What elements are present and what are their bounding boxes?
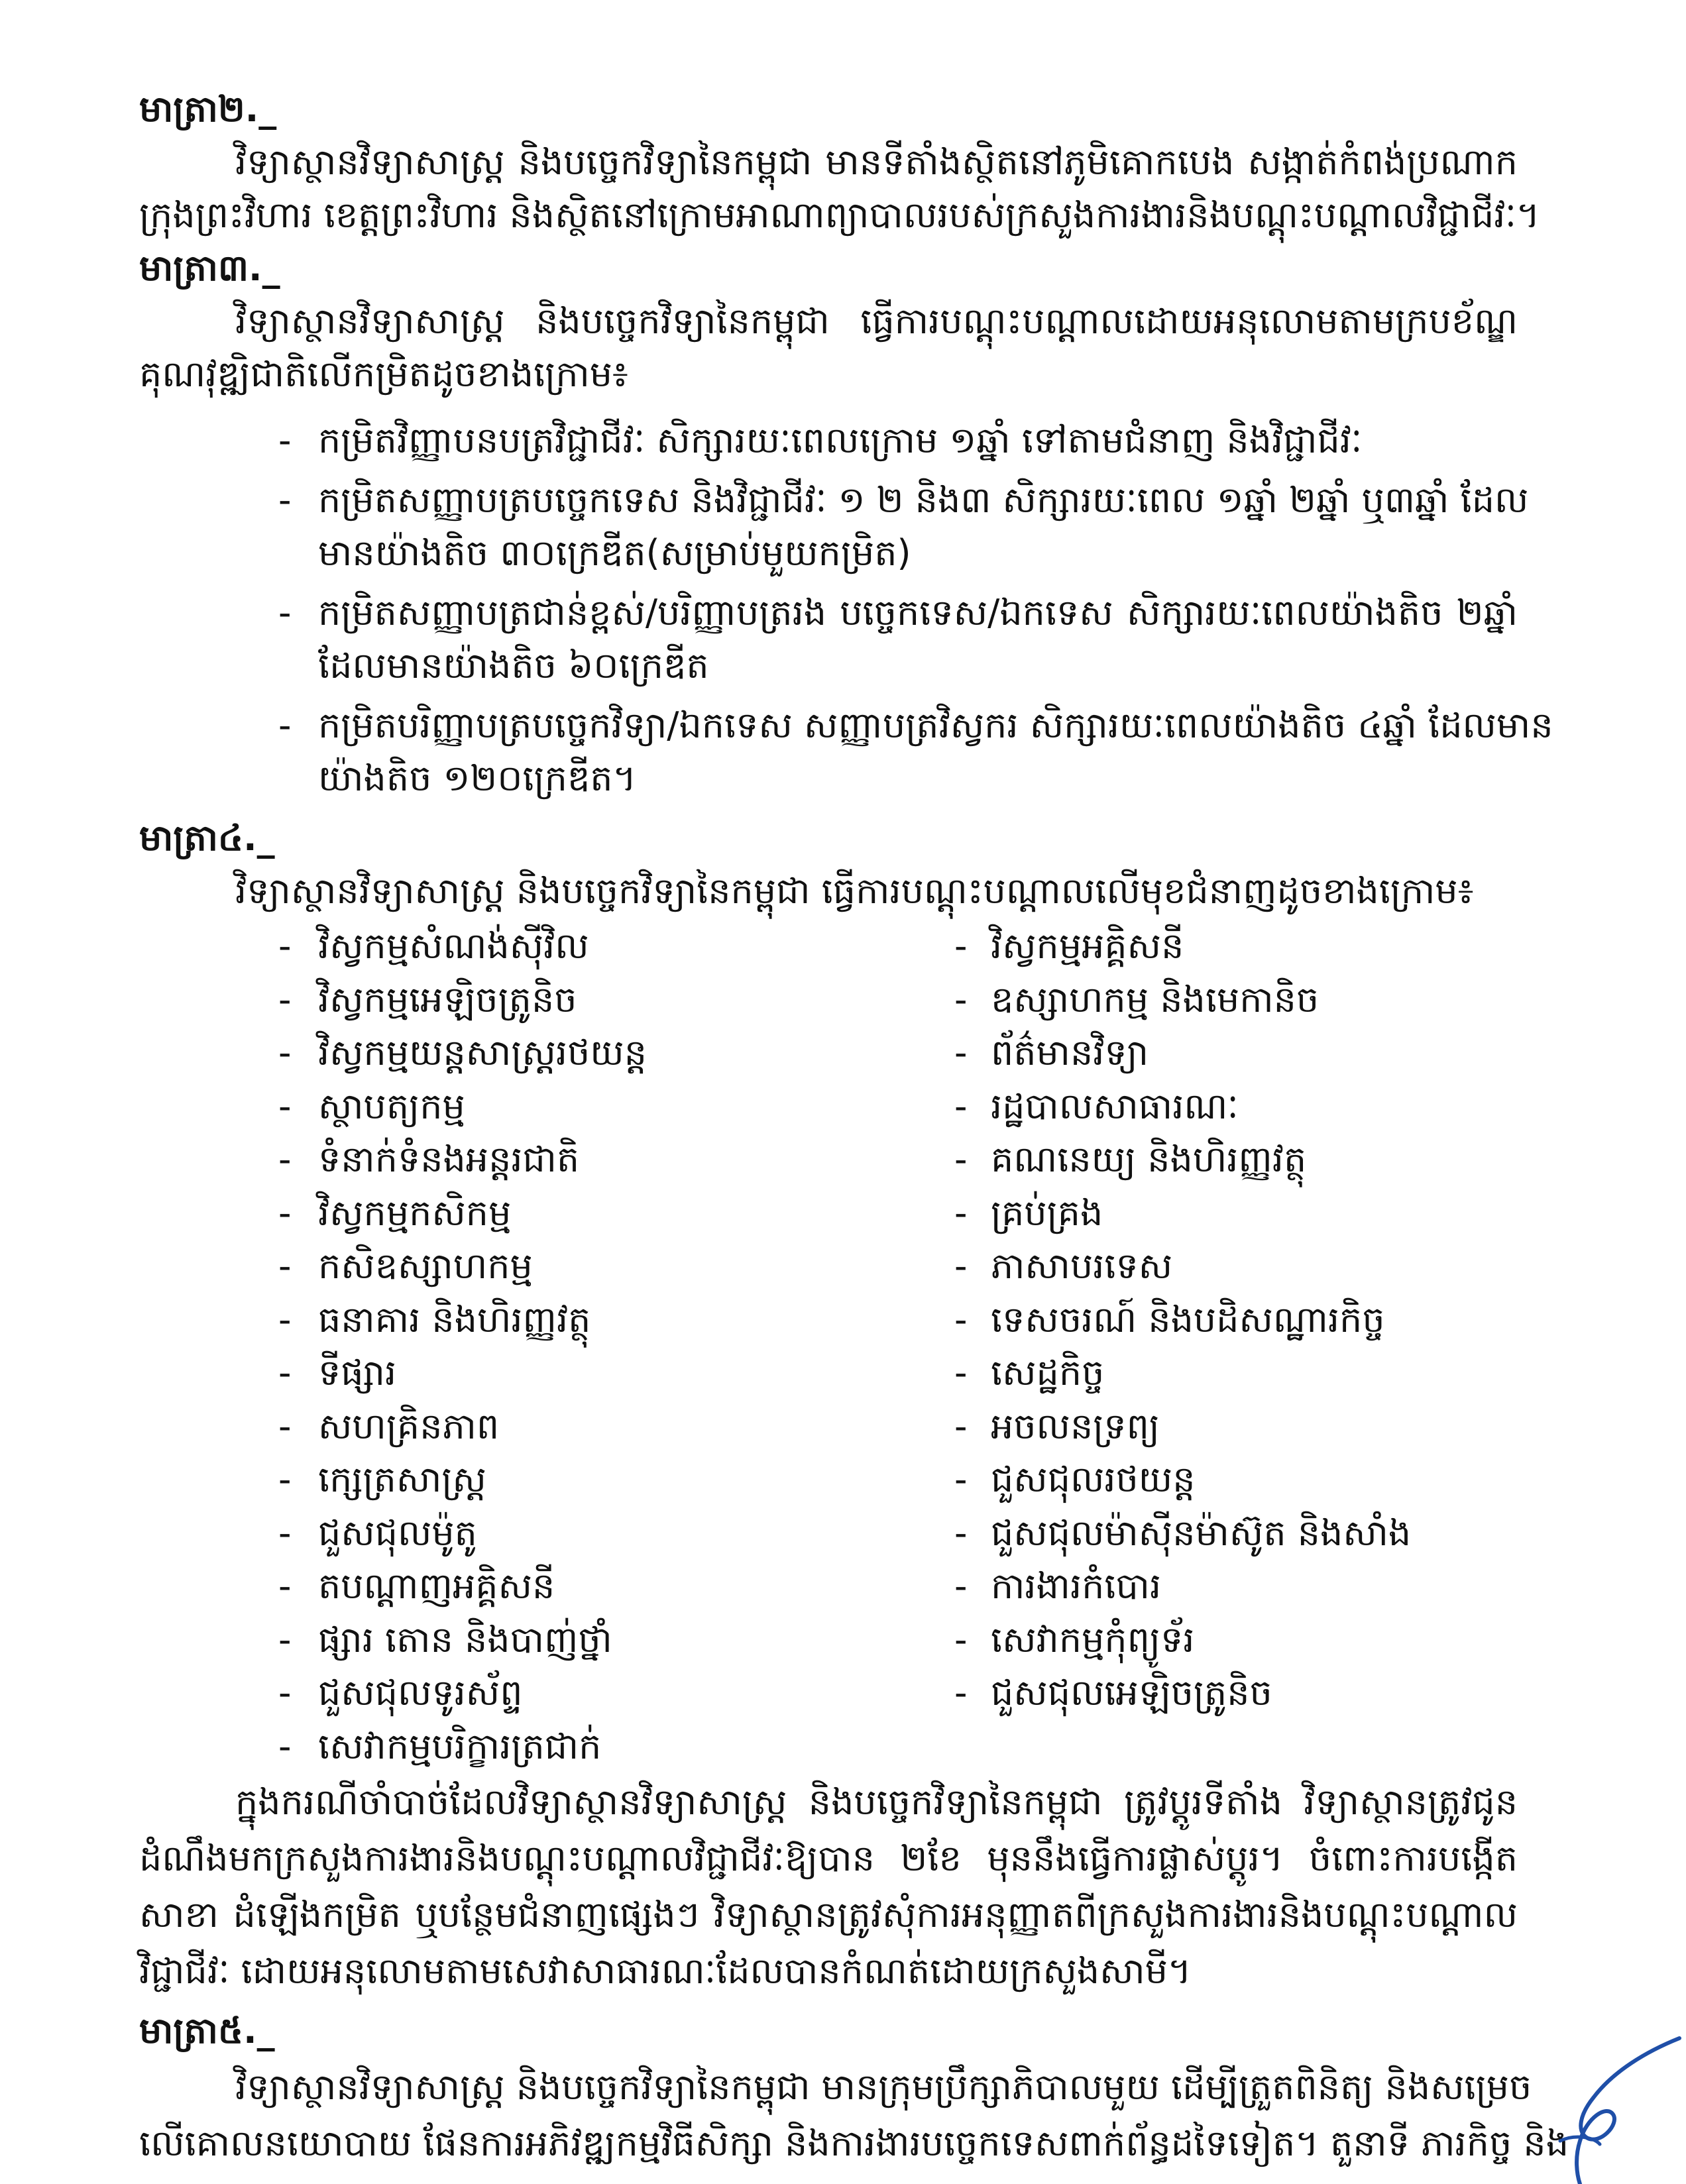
- bullet-dash: -: [278, 1618, 292, 1661]
- bullet-dash: -: [278, 1191, 292, 1234]
- article-4-heading: មាត្រា៤._: [139, 817, 275, 859]
- article-4-paragraph-line-3: សាខា ដំឡើងកម្រិត ឬបន្ថែមជំនាញផ្សេងៗ វិទ្យាស្ថានត្រូវសុំការអនុញ្ញាតពីក្រសួងការងារនិងបណ្តុះបណ្តាល: [139, 1894, 1518, 1936]
- skill-left-8: ធនាគារ និងហិរញ្ញវត្ថុ: [318, 1298, 591, 1340]
- bullet-dash: -: [278, 978, 292, 1020]
- skill-right-7: ភាសាបរទេស: [991, 1245, 1173, 1287]
- skill-left-14: ផ្សារ តោន និងបាញ់ថ្នាំ: [318, 1618, 612, 1661]
- skill-left-9: ទីផ្សារ: [318, 1352, 397, 1393]
- bullet-dash: -: [954, 925, 968, 967]
- bullet-dash: -: [278, 592, 292, 633]
- article-4-intro: វិទ្យាស្ថានវិទ្យាសាស្ត្រ និងបច្ចេកវិទ្យានៃកម្ពុជា ធ្វើការបណ្តុះបណ្តាលលើមុខជំនាញដូចខាងក្រោម៖: [235, 870, 1474, 912]
- article-5-line-2: លើគោលនយោបាយ ផែនការអភិវឌ្ឍកម្មវិធីសិក្សា និងការងារបច្ចេកទេសពាក់ព័ន្ធដទៃទៀត។ តួនាទី ភារកិច្ច និង: [139, 2122, 1569, 2164]
- bullet-dash: -: [954, 1672, 968, 1714]
- skill-right-11: ជួសជុលរថយន្ត: [991, 1458, 1196, 1500]
- bullet-dash: -: [954, 1191, 968, 1234]
- article-3-line-2: គុណវុឌ្ឍិជាតិលើកម្រិតដូចខាងក្រោម៖: [139, 353, 628, 395]
- skill-left-5: ទំនាក់ទំនងអន្តរជាតិ: [318, 1138, 580, 1180]
- bullet-dash: -: [278, 1511, 292, 1554]
- article-4-paragraph-line-2: ដំណឹងមកក្រសួងការងារនិងបណ្តុះបណ្តាលវិជ្ជាជីវៈឱ្យបាន ២ខែ មុននឹងធ្វើការផ្លាស់ប្តូរ។ ចំពោះការបង្កើត: [139, 1837, 1518, 1879]
- article-3-bullet-4-line-1: កម្រិតបរិញ្ញាបត្របច្ចេកវិទ្យា/ឯកទេស សញ្ញាបត្រវិស្វករ សិក្សារយៈពេលយ៉ាងតិច ៤ឆ្នាំ ដែលមាន: [318, 704, 1553, 746]
- bullet-dash: -: [278, 1032, 292, 1073]
- bullet-dash: -: [278, 419, 292, 461]
- skill-right-10: អចលនទ្រព្យ: [991, 1405, 1160, 1447]
- article-3-line-1: វិទ្យាស្ថានវិទ្យាសាស្ត្រ និងបច្ចេកវិទ្យានៃកម្ពុជា ធ្វើការបណ្តុះបណ្តាលដោយអនុលោមតាមក្របខ័ណ្ឌ: [235, 300, 1518, 342]
- article-3-bullet-2-line-1: កម្រិតសញ្ញាបត្របច្ចេកទេស និងវិជ្ជាជីវៈ ១ ២ និង៣ សិក្សារយៈពេល ១ឆ្នាំ ២ឆ្នាំ ឬ៣ឆ្នាំ ដែល: [318, 479, 1529, 521]
- article-3-bullet-4-line-2: យ៉ាងតិច ១២០ក្រេឌីត។: [318, 757, 637, 799]
- bullet-dash: -: [278, 1405, 292, 1447]
- article-4-paragraph-line-1: ក្នុងករណីចាំបាច់ដែលវិទ្យាស្ថានវិទ្យាសាស្ត្រ និងបច្ចេកវិទ្យានៃកម្ពុជា ត្រូវប្តូរទីតាំង វិទ្យាស្ថានត្រូវជូន: [235, 1781, 1518, 1823]
- article-2-line-1: វិទ្យាស្ថានវិទ្យាសាស្ត្រ និងបច្ចេកវិទ្យានៃកម្ពុជា មានទីតាំងស្ថិតនៅភូមិគោកបេង សង្កាត់កំពង់ប្រណាក: [235, 141, 1518, 183]
- skill-left-7: កសិឧស្សាហកម្ម: [318, 1245, 533, 1287]
- skill-left-10: សហគ្រិនភាព: [318, 1405, 500, 1447]
- article-3-bullet-3-line-1: កម្រិតសញ្ញាបត្រជាន់ខ្ពស់/បរិញ្ញាបត្ររង បច្ចេកទេស/ឯកទេស សិក្សារយៈពេលយ៉ាងតិច ២ឆ្នាំ: [318, 592, 1518, 633]
- skill-left-3: វិស្វកម្មយន្តសាស្ត្ររថយន្ត: [318, 1032, 647, 1073]
- skill-right-12: ជួសជុលម៉ាស៊ីនម៉ាស៊ូត និងសាំង: [991, 1511, 1412, 1554]
- skill-right-8: ទេសចរណ៍ និងបដិសណ្ឋារកិច្ច: [991, 1298, 1385, 1340]
- bullet-dash: -: [278, 1725, 292, 1767]
- bullet-dash: -: [954, 1138, 968, 1180]
- bullet-dash: -: [278, 1298, 292, 1340]
- bullet-dash: -: [278, 1085, 292, 1127]
- bullet-dash: -: [954, 1511, 968, 1554]
- skill-left-6: វិស្វកម្មកសិកម្ម: [318, 1191, 512, 1234]
- skill-right-1: វិស្វកម្មអគ្គិសនី: [991, 925, 1184, 967]
- bullet-dash: -: [278, 1245, 292, 1287]
- bullet-dash: -: [954, 978, 968, 1020]
- bullet-dash: -: [954, 1032, 968, 1073]
- skill-left-13: តបណ្តាញអគ្គិសនី: [318, 1565, 555, 1607]
- skill-right-14: សេវាកម្មកុំព្យូទ័រ: [991, 1618, 1195, 1661]
- bullet-dash: -: [954, 1352, 968, 1393]
- bullet-dash: -: [954, 1245, 968, 1287]
- article-3-heading: មាត្រា៣._: [139, 247, 280, 289]
- article-2-heading: មាត្រា២._: [139, 88, 277, 130]
- bullet-dash: -: [278, 1565, 292, 1607]
- bullet-dash: -: [278, 1458, 292, 1500]
- bullet-dash: -: [278, 925, 292, 967]
- skill-right-13: ការងារកំបោរ: [991, 1565, 1162, 1607]
- article-5-heading: មាត្រា៥._: [139, 2010, 275, 2051]
- skill-right-5: គណនេយ្យ និងហិរញ្ញវត្ថុ: [991, 1138, 1307, 1180]
- signature-initials: [1514, 2025, 1686, 2184]
- bullet-dash: -: [278, 704, 292, 746]
- article-3-bullet-3-line-2: ដែលមានយ៉ាងតិច ៦០ក្រេឌីត: [318, 645, 709, 686]
- bullet-dash: -: [954, 1298, 968, 1340]
- bullet-dash: -: [954, 1565, 968, 1607]
- skill-left-11: ក្សេត្រសាស្ត្រ: [318, 1458, 486, 1500]
- skill-right-6: គ្រប់គ្រង: [991, 1191, 1103, 1234]
- bullet-dash: -: [278, 1672, 292, 1714]
- article-3-bullet-1: កម្រិតវិញ្ញាបនបត្រវិជ្ជាជីវៈ សិក្សារយៈពេលក្រោម ១ឆ្នាំ ទៅតាមជំនាញ និងវិជ្ជាជីវៈ: [318, 419, 1363, 461]
- skill-left-4: ស្ថាបត្យកម្ម: [318, 1085, 465, 1127]
- skill-right-9: សេដ្ឋកិច្ច: [991, 1352, 1105, 1393]
- bullet-dash: -: [278, 479, 292, 521]
- article-5-line-1: វិទ្យាស្ថានវិទ្យាសាស្ត្រ និងបច្ចេកវិទ្យានៃកម្ពុជា មានក្រុមប្រឹក្សាភិបាលមួយ ដើម្បីត្រួតពិនិត្យ និងសម្រេច: [235, 2066, 1532, 2108]
- bullet-dash: -: [954, 1458, 968, 1500]
- skill-right-4: រដ្ឋបាលសាធារណៈ: [991, 1085, 1239, 1127]
- bullet-dash: -: [954, 1085, 968, 1127]
- skill-right-3: ព័ត៌មានវិទ្យា: [991, 1032, 1149, 1073]
- skill-right-2: ឧស្សាហកម្ម និងមេកានិច: [991, 978, 1320, 1020]
- article-2-line-2: ក្រុងព្រះវិហារ ខេត្តព្រះវិហារ និងស្ថិតនៅក្រោមអាណាព្យាបាលរបស់ក្រសួងការងារនិងបណ្តុះបណ្តាលវិជ្ជាជីវៈ។: [139, 194, 1540, 236]
- skill-left-16: សេវាកម្មបរិក្ខារត្រជាក់: [318, 1725, 602, 1767]
- article-3-bullet-2-line-2: មានយ៉ាងតិច ៣០ក្រេឌីត(សម្រាប់មួយកម្រិត): [318, 532, 911, 574]
- skill-right-15: ជួសជុលអេឡិចត្រូនិច: [991, 1672, 1272, 1714]
- bullet-dash: -: [954, 1618, 968, 1661]
- bullet-dash: -: [278, 1138, 292, 1180]
- skill-left-15: ជួសជុលទូរស័ព្ទ: [318, 1672, 523, 1714]
- skill-left-2: វិស្វកម្មអេឡិចត្រូនិច: [318, 978, 577, 1020]
- skill-left-1: វិស្វកម្មសំណង់ស៊ីវិល: [318, 925, 589, 967]
- article-4-paragraph-line-4: វិជ្ជាជីវៈ ដោយអនុលោមតាមសេវាសាធារណៈដែលបានកំណត់ដោយក្រសួងសាមី។: [139, 1950, 1192, 1992]
- skill-left-12: ជួសជុលម៉ូតូ: [318, 1511, 477, 1554]
- bullet-dash: -: [954, 1405, 968, 1447]
- bullet-dash: -: [278, 1352, 292, 1393]
